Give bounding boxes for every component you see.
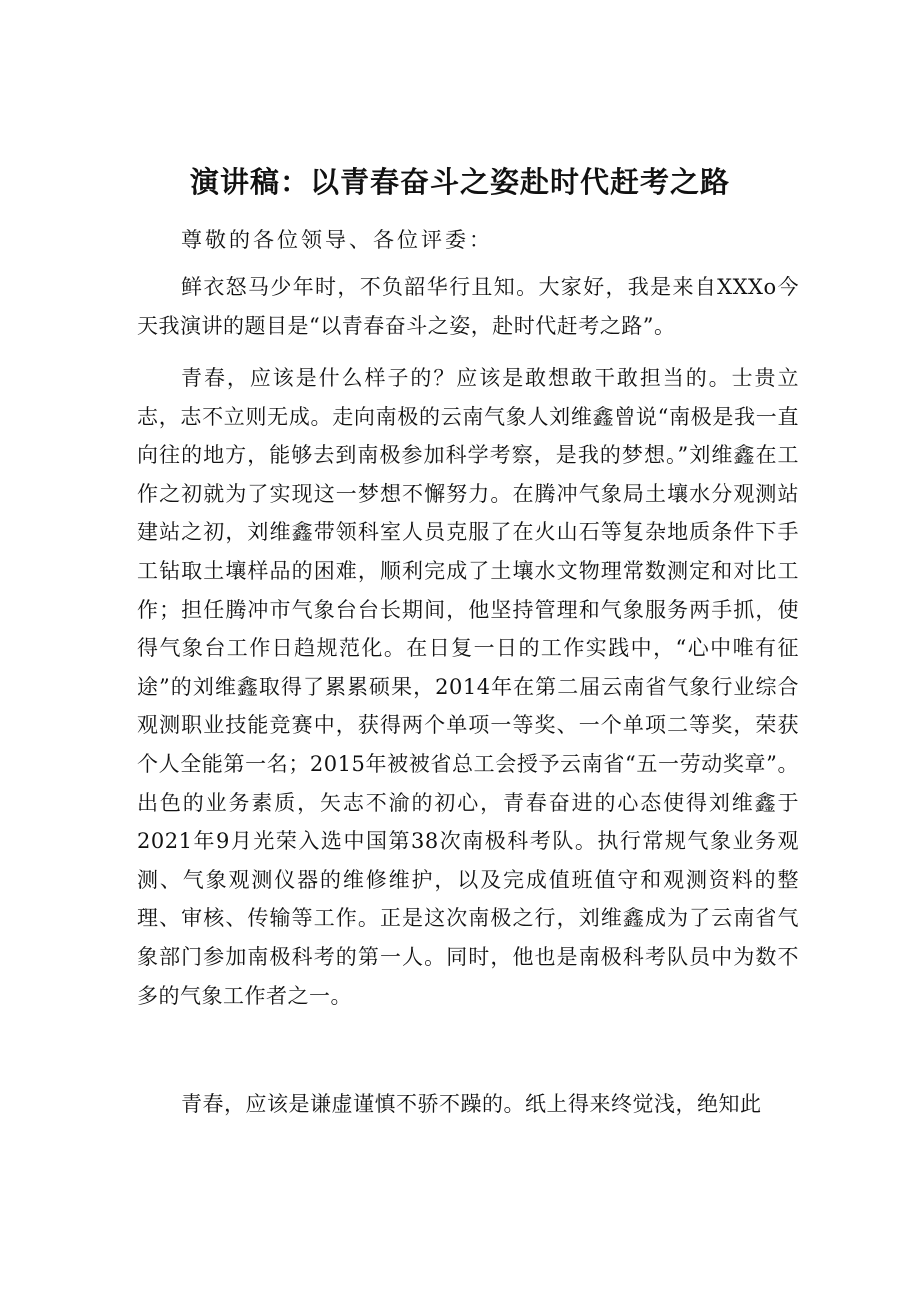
- paragraph-intro: 鲜衣怒马少年时，不负韶华行且知。大家好，我是来自XXXo今天我演讲的题目是“以青春奋斗之姿，赴时代赶考之路”。: [137, 275, 799, 338]
- document-title: 演讲稿：以青春奋斗之姿赴时代赶考之路: [189, 165, 730, 199]
- paragraph-youth-humility: 青春，应该是谦虚谨慎不骄不躁的。纸上得来终觉浅，绝知此: [181, 1092, 762, 1116]
- paragraph-youth-courage: 青春，应该是什么样子的？应该是敢想敢干敢担当的。士贵立志，志不立则无成。走向南极的云南气象人刘维鑫曾说“南极是我一直向往的地方，能够去到南极参加科学考察，是我的梦想。”刘维鑫在工作之初就为了实现这一梦想不懈努力。在腾冲气象局土壤水分观测站建站之初，刘维鑫带领科室人员克服了在火山石等复杂地质条件下手工钻取土壤样品的困难，顺利完成了土壤水文物理常数测定和对比工作；担任腾冲市气象台台长期间，他坚持管理和气象服务两手抓，使得气象台工作日趋规范化。在日复一日的工作实践中，“心中唯有征途”的刘维鑫取得了累累硕果，2014年在第二届云南省气象行业综合观测职业技能竞赛中，获得两个单项一等奖、一个单项二等奖，荣获个人全能第一名；2015年被被省总工会授予云南省“五一劳动奖章”。出色的业务素质，矢志不渝的初心，青春奋进的心态使得刘维鑫于2021年9月光荣入选中国第38次南极科考队。执行常规气象业务观测、气象观测仪器的维修维护，以及完成值班值守和观测资料的整理、审核、传输等工作。正是这次南极之行，刘维鑫成为了云南省气象部门参加南极科考的第一人。同时，他也是南极科考队员中为数不多的气象工作者之一。: [137, 366, 799, 1008]
- salutation: 尊敬的各位领导、各位评委：: [181, 228, 493, 252]
